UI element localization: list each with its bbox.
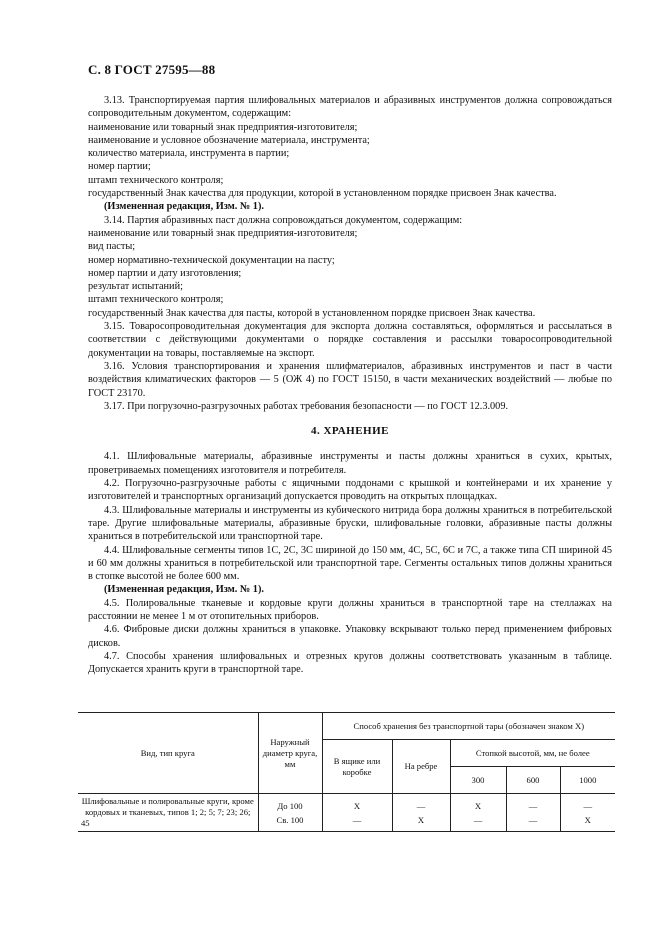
list-item: наименование и условное обозначение материала, инструмента; — [88, 134, 370, 146]
paragraph-4-3: 4.3. Шлифовальные материалы и инструменты из кубического нитрида бора должны храниться в потребительской таре. Другие шлифовальные материалы, абразивные бруски, шлифовальные головки, абразивные пасты должны храниться в потребительской или транспортной таре. — [88, 504, 612, 543]
diameter-value: До 100 — [277, 800, 303, 811]
section-title: 4. ХРАНЕНИЕ — [310, 425, 390, 438]
box-value: — — [352, 814, 362, 825]
list-item: номер партии; — [88, 161, 151, 173]
edge-value: X — [417, 814, 425, 825]
paragraph-3-16: 3.16. Условия транспортирования и хранения шлифматериалов, абразивных инструментов и паст в части воздействия климатических факторов — 5 (ОЖ 4) по ГОСТ 15150, в части механических воздействий — любые по ГОСТ 23170. — [88, 360, 612, 399]
table-cell-type: Шлифовальные и полировальные круги, кроме кордовых и тканевых, типов 1; 2; 5; 7; 23; 26; 45 — [78, 794, 258, 832]
table-header-1000: 1000 — [560, 767, 615, 794]
table-header-300: 300 — [450, 767, 506, 794]
stack-1000-value: — — [583, 800, 593, 811]
table-header-600: 600 — [506, 767, 560, 794]
paragraph-3-13: 3.13. Транспортируемая партия шлифовальных материалов и абразивных инструментов должна сопровождаться сопроводительным документом, содержащим: — [88, 95, 612, 120]
table-row — [78, 794, 615, 832]
table-cell-diameter — [258, 794, 322, 832]
paragraph-3-15: 3.15. Товаросопроводительная документация для экспорта должна составляться, оформляться и рассылаться в соответствии с действующими документами о порядке составления и рассылки товаросопроводительной документации на товары, поставляемые на экспорт. — [88, 321, 612, 359]
list-item: вид пасты; — [88, 241, 136, 253]
paragraph-3-17: 3.17. При погрузочно-разгрузочных работах требования безопасности — по ГОСТ 12.3.009. — [104, 400, 509, 412]
edge-value: — — [416, 800, 426, 811]
document-body — [88, 94, 612, 676]
paragraph-4-5: 4.5. Полировальные тканевые и кордовые круги должны храниться в транспортной таре на стеллажах на расстоянии не менее 1 м от отопительных приборов. — [88, 597, 612, 622]
paragraph-4-4: 4.4. Шлифовальные сегменты типов 1С, 2С, 3С шириной до 150 мм, 4С, 5С, 6С и 7С, а также типа СП шириной 45 и 60 мм должны храниться в потребительской или транспортной таре. Сегменты остальных типов должны храниться в стопке высотой не более 600 мм. — [88, 544, 612, 583]
table-cell-edge — [392, 794, 450, 832]
storage-table — [78, 712, 615, 832]
table-cell-600 — [506, 794, 560, 832]
list-item: государственный Знак качества для продукции, которой в установленном порядке присвоен Знак качества. — [88, 188, 557, 200]
table-cell-1000 — [560, 794, 615, 832]
table-cell-box — [322, 794, 392, 832]
diameter-value: Св. 100 — [276, 814, 304, 825]
list-item: государственный Знак качества для пасты, которой в установленном порядке присвоен Знак качества. — [88, 307, 536, 319]
table-header-storage-method: Способ хранения без транспортной тары (обозначен знаком X) — [322, 713, 615, 740]
revision-note: (Измененная редакция, Изм. № 1). — [104, 584, 264, 596]
page-header: С. 8 ГОСТ 27595—88 — [88, 62, 216, 77]
table-header-edge: На ребре — [392, 740, 450, 794]
table-header-box: В ящике или коробке — [322, 740, 392, 794]
table-header-diameter: Наружный диаметр круга, мм — [258, 713, 322, 794]
box-value: X — [353, 800, 361, 811]
stack-600-value: — — [528, 814, 538, 825]
list-item: номер нормативно-технической документации на пасту; — [88, 254, 335, 266]
list-item: наименование или товарный знак предприятия-изготовителя; — [88, 227, 358, 239]
stack-600-value: — — [528, 800, 538, 811]
paragraph-4-2: 4.2. Погрузочно-разгрузочные работы с ящичными поддонами с крышкой и контейнерами и их хранение у изготовителей и транспортных организаций допускается проводить на открытых площадках. — [88, 478, 612, 503]
paragraph-4-1: 4.1. Шлифовальные материалы, абразивные инструменты и пасты должны храниться в сухих, крытых, проветриваемых помещениях изготовителя и потребителя. — [88, 451, 612, 476]
list-item: штамп технического контроля; — [88, 174, 224, 186]
list-item: штамп технического контроля; — [88, 294, 224, 306]
list-item: номер партии и дату изготовления; — [88, 267, 242, 279]
table-header-stack: Стопкой высотой, мм, не более — [450, 740, 615, 767]
list-item: количество материала, инструмента в партии; — [88, 148, 290, 160]
list-item: наименование или товарный знак предприятия-изготовителя; — [88, 121, 358, 133]
list-item: результат испытаний; — [88, 281, 183, 293]
stack-300-value: — — [473, 814, 483, 825]
stack-300-value: X — [474, 800, 482, 811]
table-cell-300 — [450, 794, 506, 832]
table-header-type: Вид, тип круга — [78, 713, 258, 794]
paragraph-4-7: 4.7. Способы хранения шлифовальных и отрезных кругов должны соответствовать указанным в таблице. Допускается хранить круги в транспортной таре. — [88, 650, 612, 676]
revision-note: (Измененная редакция, Изм. № 1). — [104, 201, 264, 213]
paragraph-3-14: 3.14. Партия абразивных паст должна сопровождаться документом, содержащим: — [104, 214, 463, 226]
stack-1000-value: X — [584, 814, 591, 825]
paragraph-4-6: 4.6. Фибровые диски должны храниться в упаковке. Упаковку вскрывают только перед применением фибровых дисков. — [88, 624, 612, 649]
